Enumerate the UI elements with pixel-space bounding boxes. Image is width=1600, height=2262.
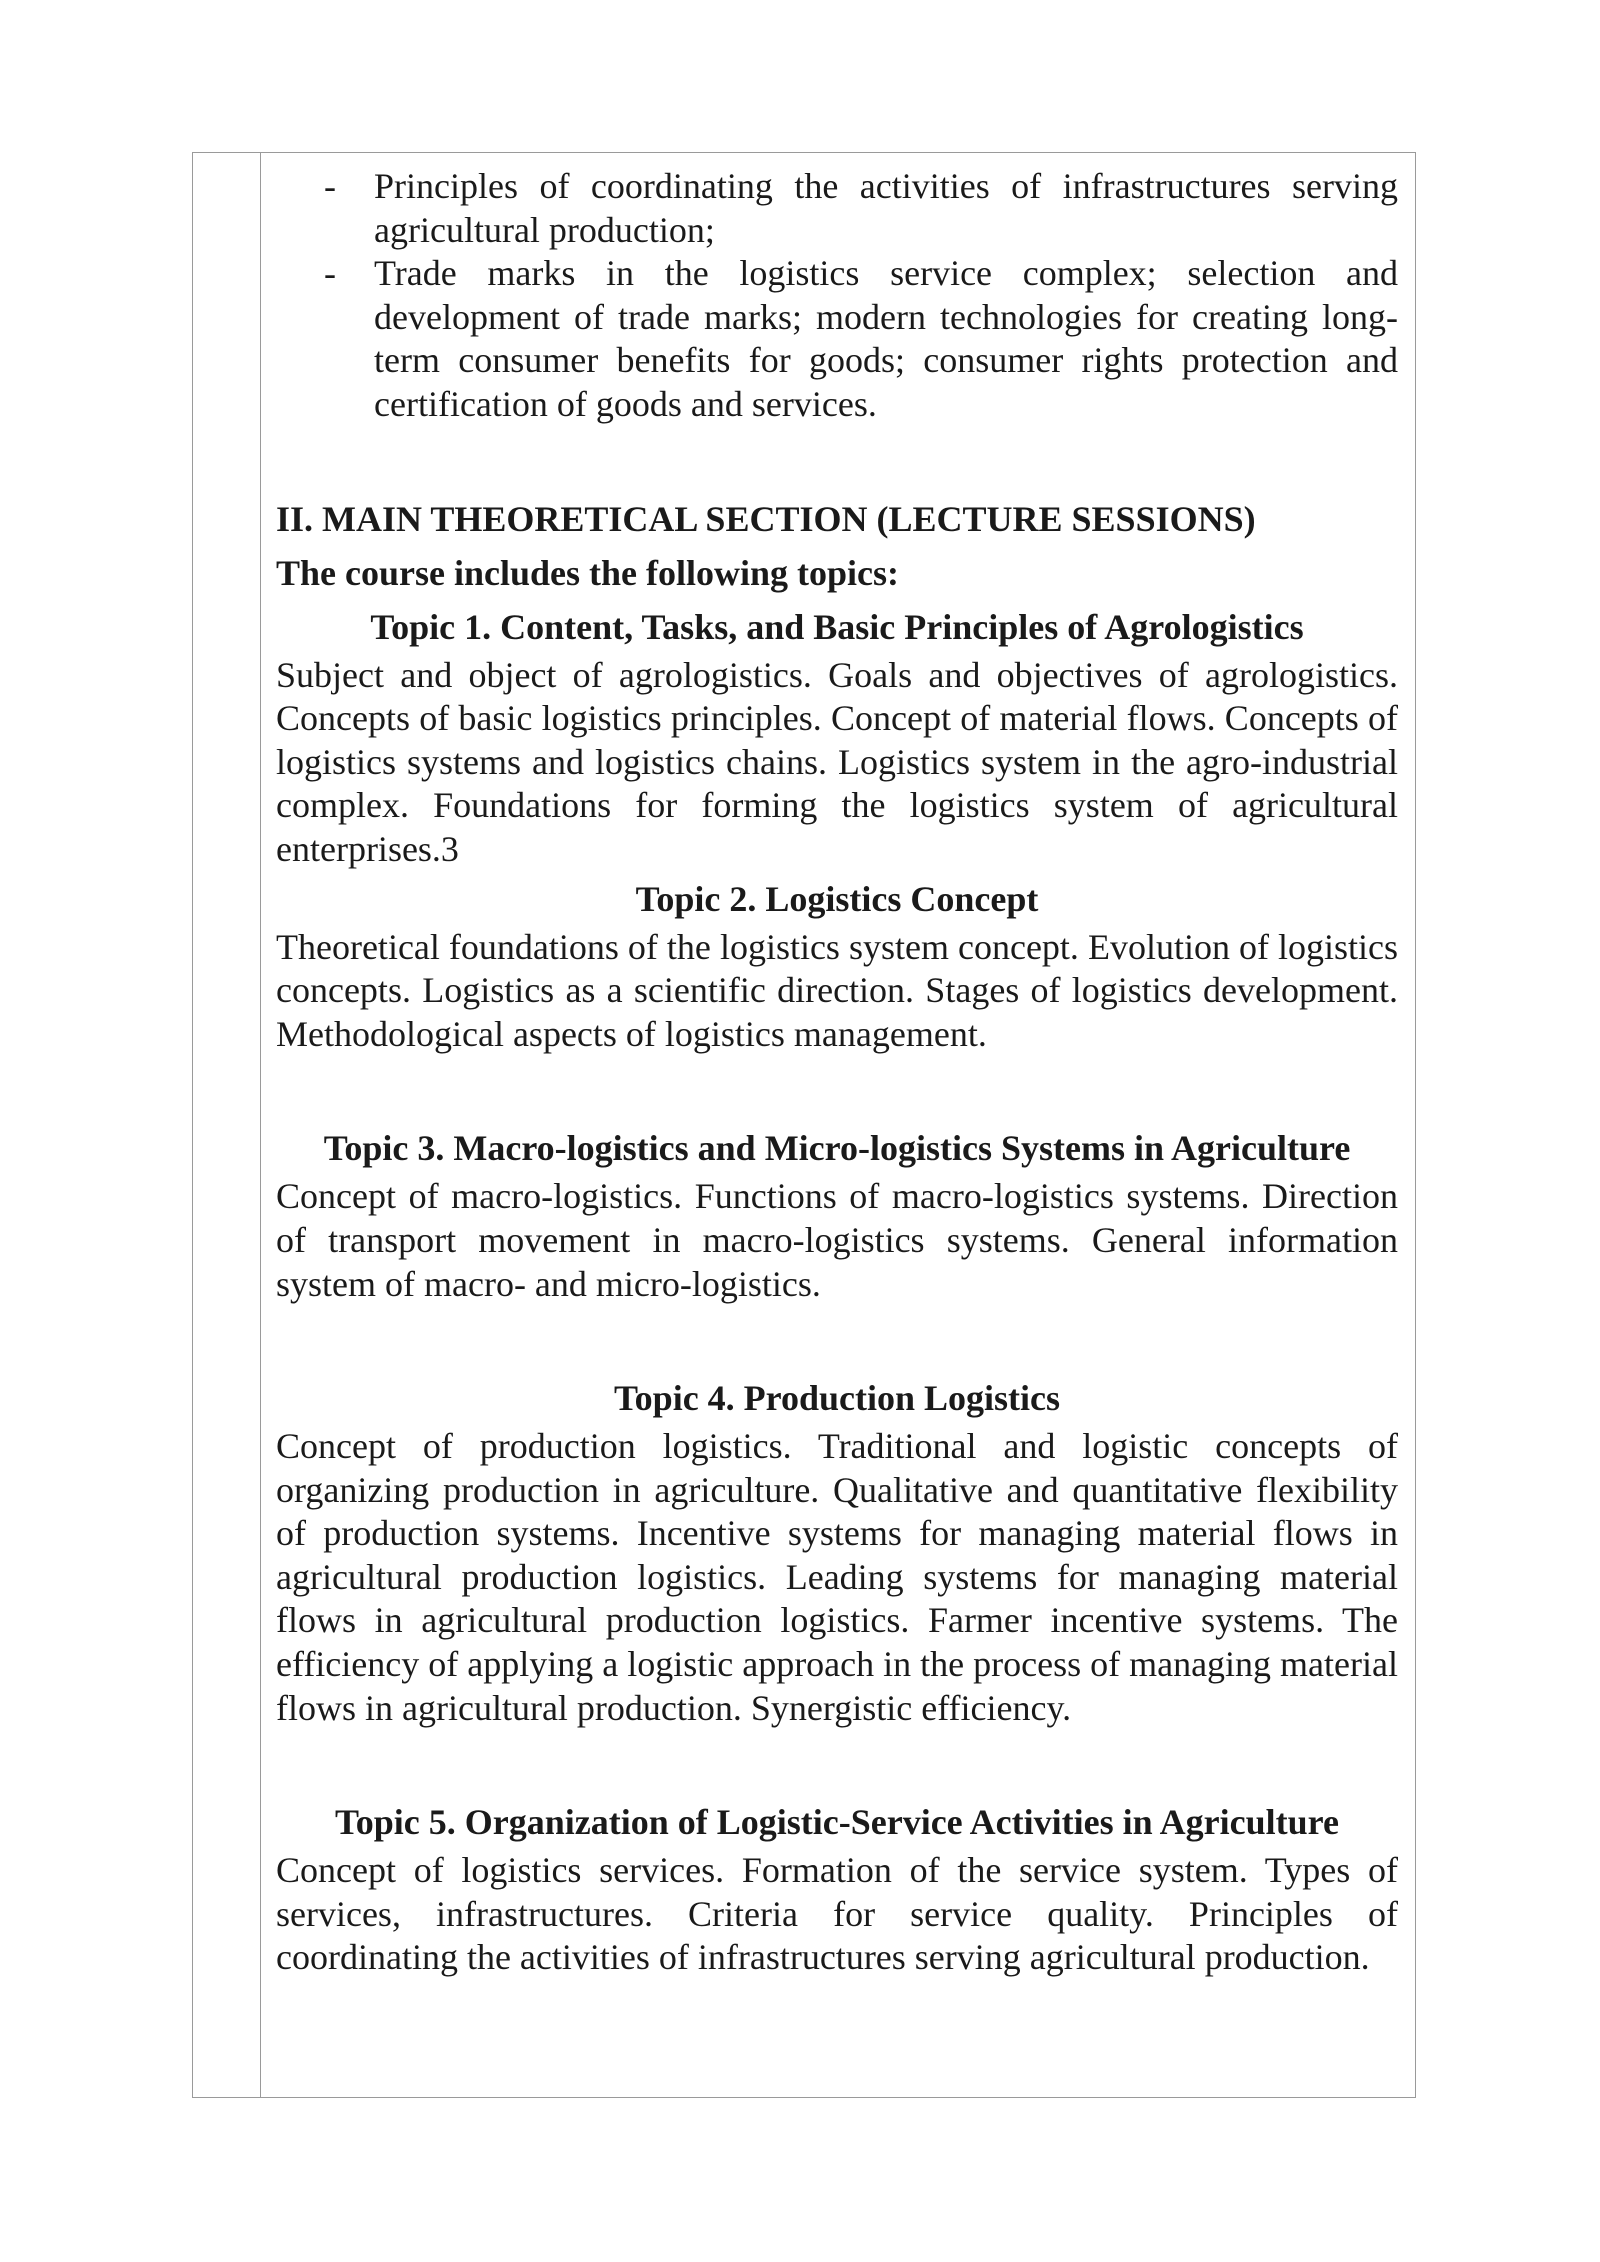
table-left-column [193, 153, 261, 2097]
topic-title: Topic 4. Production Logistics [613, 1378, 1061, 1419]
bullet-dash: - [324, 253, 336, 294]
course-intro: The course includes the following topics: [276, 552, 900, 593]
topic-body: Theoretical foundations of the logistics system concept. Evolution of logistics concepts. Logistics as a scientific direction. Stages of logistics development. Methodological aspects of logistics management. [276, 926, 1398, 1054]
topic-title: Topic 1. Content, Tasks, and Basic Principles of Agrologistics [370, 606, 1304, 647]
list-item [324, 165, 1398, 252]
topic-body: Concept of logistics services. Formation of the service system. Types of services, infrastructures. Criteria for service quality. Principles of coordinating the activities of infrastructures serving agricultural production. [276, 1850, 1398, 1978]
topic-title: Topic 2. Logistics Concept [635, 878, 1039, 919]
topic-body: Subject and object of agrologistics. Goals and objectives of agrologistics. Concepts of basic logistics principles. Concept of material flows. Concepts of logistics systems and logistics chains. Logistics system in the agro-industrial complex. Foundations for forming the logistics system of agricultural enterprises.3 [276, 654, 1398, 869]
table-content-column [261, 153, 1415, 2097]
list-item [324, 252, 1398, 426]
bullet-text: Principles of coordinating the activities of infrastructures serving agricultural production; [374, 166, 1398, 250]
section-heading: II. MAIN THEORETICAL SECTION (LECTURE SESSIONS) [276, 498, 1256, 539]
topic-body: Concept of macro-logistics. Functions of macro-logistics systems. Direction of transport movement in macro-logistics systems. General information system of macro- and micro-logistics. [276, 1176, 1398, 1304]
spacer [276, 1730, 1398, 1795]
bullet-list [276, 165, 1398, 427]
spacer [276, 1056, 1398, 1121]
topic-title: Topic 5. Organization of Logistic-Service Activities in Agriculture [335, 1802, 1339, 1843]
topic-title: Topic 3. Macro-logistics and Micro-logistics Systems in Agriculture [323, 1128, 1351, 1169]
spacer [276, 1306, 1398, 1371]
topic-body: Concept of production logistics. Traditional and logistic concepts of organizing production in agriculture. Qualitative and quantitative flexibility of production systems. Incentive systems for managing material flows in agricultural production logistics. Leading systems for managing material flows in agricultural production logistics. Farmer incentive systems. The efficiency of applying a logistic approach in the process of managing material flows in agricultural production. Synergistic efficiency. [276, 1426, 1398, 1728]
syllabus-table [192, 152, 1416, 2098]
bullet-text: Trade marks in the logistics service complex; selection and development of trade marks; modern technologies for creating long-term consumer benefits for goods; consumer rights protection and certification of goods and services. [374, 253, 1398, 424]
bullet-dash: - [324, 166, 336, 206]
